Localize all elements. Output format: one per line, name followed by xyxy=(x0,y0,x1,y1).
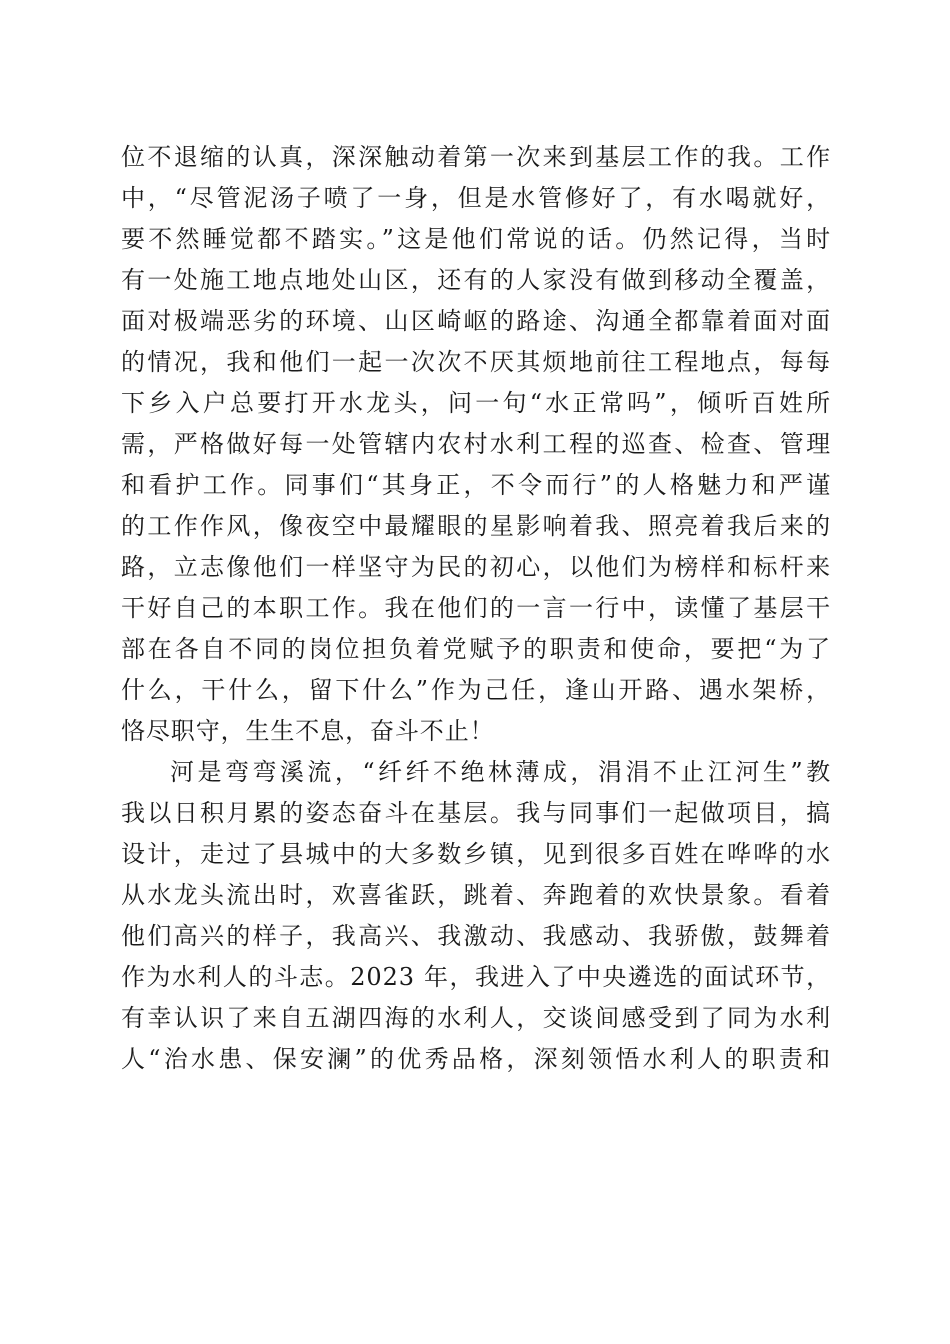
paragraph-line: 面对极端恶劣的环境、山区崎岖的路途、沟通全都靠着面对面 xyxy=(121,307,831,335)
paragraph-line: 要不然睡觉都不踏实。”这是他们常说的话。仍然记得，当时 xyxy=(121,225,831,253)
paragraph-line: 什么，干什么，留下什么”作为己任，逢山开路、遇水架桥， xyxy=(121,676,831,704)
paragraph-line: 的情况，我和他们一起一次次不厌其烦地前往工程地点，每每 xyxy=(121,348,831,376)
paragraph-line: 设计，走过了县城中的大多数乡镇，见到很多百姓在哗哗的水 xyxy=(121,840,831,868)
paragraph-2 xyxy=(121,752,831,1080)
paragraph-line: 下乡入户总要打开水龙头，问一句“水正常吗”，倾听百姓所 xyxy=(121,389,831,417)
paragraph-line: 他们高兴的样子，我高兴、我激动、我感动、我骄傲，鼓舞着 xyxy=(121,922,831,950)
paragraph-line: 的工作作风，像夜空中最耀眼的星影响着我、照亮着我后来的 xyxy=(121,512,831,540)
paragraph-line: 作为水利人的斗志。2023 年，我进入了中央遴选的面试环节， xyxy=(121,963,831,991)
paragraph-line: 中，“尽管泥汤子喷了一身，但是水管修好了，有水喝就好， xyxy=(121,184,831,212)
paragraph-line: 从水龙头流出时，欢喜雀跃，跳着、奔跑着的欢快景象。看着 xyxy=(121,881,831,909)
paragraph-line: 河是弯弯溪流，“纤纤不绝林薄成，涓涓不止江河生”教 xyxy=(170,758,831,786)
paragraph-1 xyxy=(121,137,831,752)
paragraph-line: 需，严格做好每一处管辖内农村水利工程的巡查、检查、管理 xyxy=(121,430,831,458)
paragraph-line: 恪尽职守，生生不息，奋斗不止！ xyxy=(121,717,495,745)
paragraph-line: 位不退缩的认真，深深触动着第一次来到基层工作的我。工作 xyxy=(121,143,831,171)
paragraph-line: 有一处施工地点地处山区，还有的人家没有做到移动全覆盖， xyxy=(121,266,831,294)
paragraph-line: 和看护工作。同事们“其身正，不令而行”的人格魅力和严谨 xyxy=(121,471,831,499)
paragraph-line: 部在各自不同的岗位担负着党赋予的职责和使命，要把“为了 xyxy=(121,635,831,663)
paragraph-line: 路，立志像他们一样坚守为民的初心，以他们为榜样和标杆来 xyxy=(121,553,831,581)
paragraph-line: 有幸认识了来自五湖四海的水利人，交谈间感受到了同为水利 xyxy=(121,1004,831,1032)
paragraph-line: 我以日积月累的姿态奋斗在基层。我与同事们一起做项目，搞 xyxy=(121,799,831,827)
body-text xyxy=(121,137,831,1080)
paragraph-line: 干好自己的本职工作。我在他们的一言一行中，读懂了基层干 xyxy=(121,594,831,622)
paragraph-line: 人“治水患、保安澜”的优秀品格，深刻领悟水利人的职责和 xyxy=(121,1045,831,1073)
